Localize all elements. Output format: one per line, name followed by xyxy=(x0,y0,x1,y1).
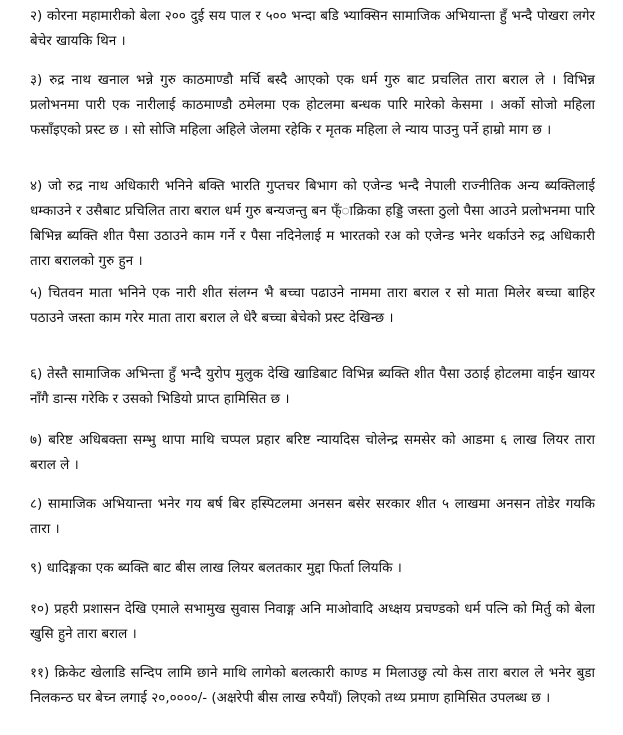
paragraph-8: ८) सामाजिक अभियान्ता भनेर गय बर्ष बिर हस्पिटलमा अनसन बसेर सरकार शीत ५ लाखमा अनसन तोडेर गयकि तारा । xyxy=(30,496,595,537)
paragraph-4: ४) जो रुद्र नाथ अधिकारी भनिने बक्ति भारति गुप्तचर बिभाग को एजेन्ड भन्दै नेपाली राज्नीतिक अन्य ब्यक्तिलाई धम्काउने र उसैबाट प्रचिलित तारा बराल धर्म गुरु बन्यजन्तु बन फ्ँाक्रिका हड्डि जस्ता ठुलो पैसा आउने प्रलोभनमा पारि बिभिन्न ब्यक्ति शीत पैसा उठाउने काम गर्ने र पैसा नदिनेलाई म भारतको रअ को एजेन्ड भनेर थर्काउने रुद्र अधिकारी तारा बरालको गुरु हुन । xyxy=(30,178,595,269)
paragraph-7: ७) बरिष्ट अधिबक्ता सम्भु थापा माथि चप्पल प्रहार बरिष्ट न्यायदिस चोलेन्द्र समसेर को आडमा ६ लाख लियर तारा बराल ले । xyxy=(30,432,595,473)
paragraph-9: ९) धादिङ्गका एक ब्यक्ति बाट बीस लाख लियर बलतकार मुद्दा फिर्ता लियकि । xyxy=(30,560,402,576)
paragraph-5: ५) चितवन माता भनिने एक नारी शीत संलग्न भै बच्चा पढाउने नाममा तारा बराल र सो माता मिलेर बच्चा बाहिर पठाउने जस्ता काम गरेर माता तारा बराल ले धेरै बच्चा बेचेको प्रस्ट देखिन्छ । xyxy=(30,285,595,326)
paragraph-2: २) कोरना महामारीको बेला २०० दुई सय पाल र ५०० भन्दा बडि भ्याक्सिन सामाजिक अभियान्ता हुँ भन्दै पोखरा लगेर बेचेर खायकि थिन । xyxy=(30,8,595,49)
paragraph-11: ११) क्रिकेट खेलाडि सन्दिप लामि छाने माथि लागेको बलत्कारी काण्ड म मिलाउछु त्यो केस तारा बराल ले भनेर बुडा निलकन्ठ घर बेच्न लगाई २०,००००/- (अक्षरेपी बीस लाख रुपैयाँ) लिएको तथ्य प्रमाण हामिसित उपलब्ध छ । xyxy=(30,665,595,706)
paragraph-3: ३) रुद्र नाथ खनाल भन्ने गुरु काठमाण्डौ मर्चि बस्दै आएको एक धर्म गुरु बाट प्रचलित तारा बराल ले । विभिन्न प्रलोभनमा पारी एक नारीलाई काठमाण्डौ ठमेलमा एक होटलमा बन्धक पारि मारेको केसमा । अर्को सोजो महिला फसाँइएको प्रस्ट छ । सो सोजि महिला अहिले जेलमा रहेकि र मृतक महिला ले न्याय पाउनु पर्ने हाम्रो माग छ । xyxy=(30,72,595,138)
paragraph-10: १०) प्रहरी प्रशासन देखि एमाले सभामुख सुवास निवाङ्ग अनि माओवादि अध्क्षय प्रचण्डको धर्म पत्नि को मिर्तु को बेला खुसि हुने तारा बराल । xyxy=(30,601,595,642)
paragraph-6: ६) तेस्तै सामाजिक अभिन्ता हुँ भन्दै युरोप मुलुक देखि खाडिबाट विभिन्न ब्यक्ति शीत पैसा उठाई होटलमा वाईन खायर नाँगै डान्स गरेकि र उसको भिडियो प्राप्त हामिसित छ । xyxy=(30,366,595,407)
